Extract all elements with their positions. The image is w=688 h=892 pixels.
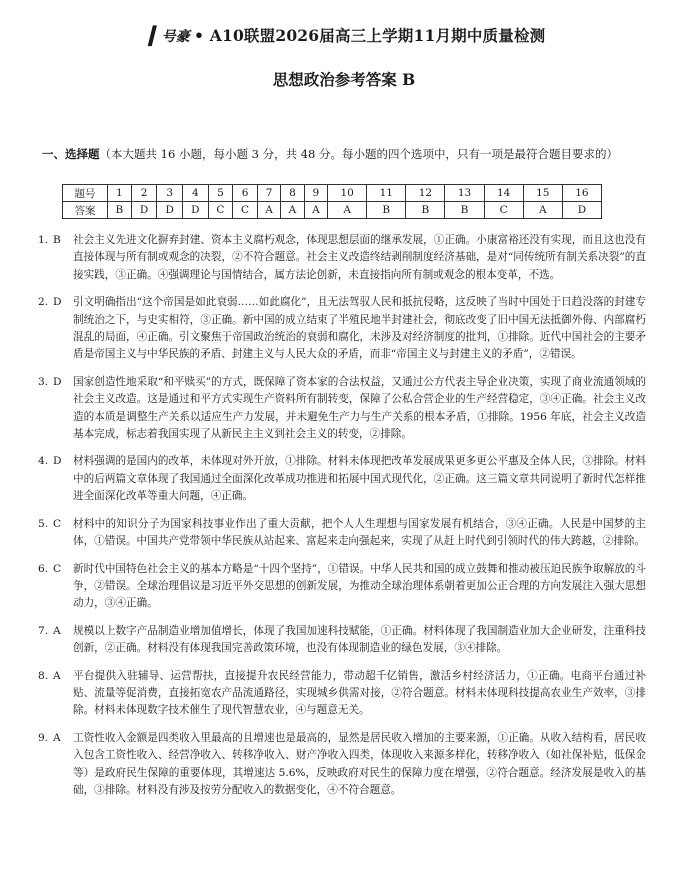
item-answer: D bbox=[53, 455, 62, 468]
answer-table bbox=[62, 184, 602, 219]
page-title bbox=[0, 22, 688, 46]
answer-cell: A bbox=[281, 202, 304, 219]
question-number: 7 bbox=[257, 185, 280, 202]
explanation-item bbox=[38, 232, 646, 284]
question-number: 9 bbox=[304, 185, 327, 202]
logo-text: 号豪 bbox=[161, 29, 191, 45]
answer-cell: B bbox=[367, 202, 406, 219]
question-number: 8 bbox=[281, 185, 304, 202]
item-text: 国家创造性地采取“和平赎买”的方式，既保障了资本家的合法权益，又通过公方代表主导企业决策，实现了商业流通领域的社会主义改造。这是通过和平方式实现生产资料所有制转变，保障了公私合营企业的生产经营稳定，③④正确。社会主义改造的本质是调整生产关系以适应生产力发展，并未避免生产力与生产关系的根本矛盾，①排除。1956 年底，社会主义改造基本完成，标志着我国实现了从新民主主义到社会主义的转变，②排除。 bbox=[73, 375, 646, 441]
explanation-item bbox=[38, 516, 646, 551]
explanation-item bbox=[38, 561, 646, 613]
answer-cell: C bbox=[484, 202, 523, 219]
question-number: 3 bbox=[157, 185, 183, 202]
answer-cell: A bbox=[328, 202, 367, 219]
item-number: 6. bbox=[38, 562, 49, 575]
answer-cell: B bbox=[406, 202, 445, 219]
answer-cell: A bbox=[257, 202, 280, 219]
item-answer: D bbox=[53, 296, 62, 309]
section-note: （本大题共 16 小题，每小题 3 分，共 48 分。每小题的四个选项中，只有一项是最符合题目要求的） bbox=[99, 147, 619, 161]
answer-table-answer-row bbox=[63, 202, 602, 219]
header bbox=[0, 22, 688, 90]
item-number: 3. bbox=[38, 375, 49, 388]
question-number: 15 bbox=[523, 185, 562, 202]
item-answer: A bbox=[53, 624, 61, 637]
item-answer: A bbox=[53, 731, 61, 744]
item-answer: A bbox=[53, 669, 61, 682]
exam-title: A10联盟2026届高三上学期11月期中质量检测 bbox=[209, 26, 546, 45]
question-number: 4 bbox=[183, 185, 209, 202]
item-text: 平台提供入驻辅导、运营帮扶，直接提升农民经营能力，带动超千亿销售，激活乡村经济活力，①正确。电商平台通过补贴、流量等促消费，直接拓宽农产品流通路径，实现城乡供需对接，②符合题意。材料未体现科技提高农业生产效率，③排除。材料未体现数字技术催生了现代智慧农业，④与题意无关。 bbox=[73, 669, 646, 717]
item-answer: C bbox=[53, 517, 62, 530]
item-text: 新时代中国特色社会主义的基本方略是“十四个坚持”，①错误。中华人民共和国的成立鼓舞和推动被压迫民族争取解放的斗争，②错误。全球治理倡议是习近平外交思想的创新发展，为推动全球治理体系朝着更加公正合理的方向发展注入强大思想动力，③④正确。 bbox=[73, 562, 646, 610]
explanation-item bbox=[38, 730, 646, 800]
answer-cell: D bbox=[131, 202, 157, 219]
answer-cell: C bbox=[233, 202, 258, 219]
item-text: 引文明确指出“这个帝国是如此衰弱……如此腐化”，且无法驾驭人民和抵抗侵略，这反映了当时中国处于日趋没落的封建专制统治之下，与史实相符，③正确。新中国的成立结束了半殖民地半封建社会，彻底改变了旧中国无法抵御外侮、内部腐朽混乱的局面，④正确。引文聚焦于帝国政治统治的衰弱和腐化，未涉及对经济制度的批判，①排除。近代中国社会的主要矛盾是帝国主义与中华民族的矛盾、封建主义与人民大众的矛盾，而非“帝国主义与封建主义的矛盾”，②错误。 bbox=[73, 296, 646, 361]
title-separator: • bbox=[194, 26, 210, 45]
answer-cell: D bbox=[157, 202, 183, 219]
question-number: 11 bbox=[367, 185, 406, 202]
item-text: 社会主义先进文化摒弃封建、资本主义腐朽观念，体现思想层面的继承发展，①正确。小康富裕还没有实现，而且这也没有直接体现与所有制或观念的决裂，②不符合题意。社会主义改造终结剥削制度经济基础，是对“同传统所有制关系决裂”的直接实践，③正确。④强调理论与国情结合，属方法论创新，未直接指向所有制或观念的根本变革，不选。 bbox=[73, 234, 646, 281]
question-number: 16 bbox=[562, 185, 601, 202]
question-number: 6 bbox=[233, 185, 258, 202]
answer-cell: B bbox=[108, 202, 132, 219]
explanation-item bbox=[38, 294, 646, 364]
item-answer: C bbox=[53, 562, 62, 575]
answer-cell: A bbox=[304, 202, 327, 219]
explanation-item bbox=[38, 623, 646, 658]
item-text: 规模以上数字产品制造业增加值增长，体现了我国加速科技赋能，①正确。材料体现了我国制造业加大企业研发，注重科技创新，②正确。材料没有体现我国完善政策环境，也没有体现制造业的绿色发展，③④排除。 bbox=[73, 624, 646, 655]
question-number: 14 bbox=[484, 185, 523, 202]
question-number: 2 bbox=[131, 185, 157, 202]
explanation-item bbox=[38, 668, 646, 720]
item-answer: D bbox=[53, 375, 62, 388]
question-number: 13 bbox=[445, 185, 484, 202]
question-number: 12 bbox=[406, 185, 445, 202]
section-heading bbox=[42, 146, 642, 163]
row-label-answer: 答案 bbox=[63, 202, 108, 219]
item-text: 工资性收入金额是四类收入里最高的且增速也是最高的，显然是居民收入增加的主要来源，①正确。从收入结构看，居民收入包含工资性收入、经营净收入、转移净收入、财产净收入四类，体现收入来源多样化，转移净收入（如社保补贴，低保金等）是政府民生保障的重要体现，其增速达 5.6%，反映政府对民生的保障力度在增强，②符合题意。经济发展是收入的基础，③排除。材料没有涉及按劳分配收入的数据变化，④不符合题意。 bbox=[73, 731, 646, 796]
row-label-number: 题号 bbox=[63, 185, 108, 202]
explanation-item bbox=[38, 453, 646, 505]
item-number: 5. bbox=[38, 517, 49, 530]
answer-cell: D bbox=[562, 202, 601, 219]
logo-icon: ❙ bbox=[142, 22, 160, 46]
question-number: 1 bbox=[108, 185, 132, 202]
question-number: 5 bbox=[208, 185, 233, 202]
explanation-list bbox=[38, 232, 646, 809]
answer-cell: C bbox=[208, 202, 233, 219]
item-text: 材料强调的是国内的改革，未体现对外开放，①排除。材料未体现把改革发展成果更多更公平惠及全体人民，③排除。材料中的后两篇文章体现了我国通过全面深化改革成功推进和拓展中国式现代化，②正确。这三篇文章共同说明了新时代怎样推进全面深化改革等重大问题，④正确。 bbox=[73, 455, 646, 503]
answer-cell: D bbox=[183, 202, 209, 219]
item-number: 1. bbox=[38, 234, 49, 246]
answer-table-number-row bbox=[63, 185, 602, 202]
item-number: 7. bbox=[38, 624, 49, 637]
item-answer: B bbox=[53, 234, 61, 246]
item-number: 2. bbox=[38, 296, 49, 309]
item-number: 8. bbox=[38, 669, 49, 682]
page-subtitle: 思想政治参考答案 B bbox=[272, 70, 416, 89]
item-number: 4. bbox=[38, 455, 49, 468]
section-title: 一、选择题 bbox=[42, 147, 100, 161]
item-number: 9. bbox=[38, 731, 49, 744]
answer-cell: B bbox=[445, 202, 484, 219]
item-text: 材料中的知识分子为国家科技事业作出了重大贡献，把个人人生理想与国家发展有机结合，③④正确。人民是中国梦的主体，①错误。中国共产党带领中华民族从站起来、富起来走向强起来，实现了从赶上时代到引领时代的伟大跨越，②排除。 bbox=[73, 517, 646, 548]
answer-cell: A bbox=[523, 202, 562, 219]
explanation-item bbox=[38, 374, 646, 444]
question-number: 10 bbox=[328, 185, 367, 202]
